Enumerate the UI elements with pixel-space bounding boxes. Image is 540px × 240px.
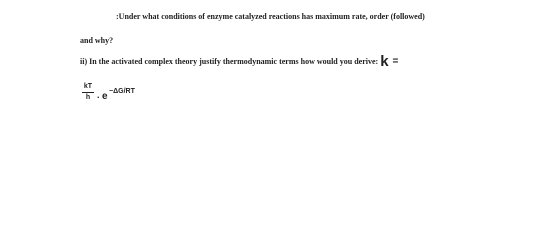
- fraction-numerator: kT: [82, 83, 94, 93]
- fraction: [82, 83, 94, 102]
- equals-sign: =: [392, 56, 399, 67]
- multiplication-dot: .: [97, 90, 100, 100]
- fraction-denominator: h: [85, 94, 91, 101]
- rate-constant-symbol: k: [380, 53, 389, 70]
- question-part1-line2: and why?: [80, 36, 114, 45]
- exponent: −ΔG/RT: [109, 88, 135, 95]
- question-part1-line1: :Under what conditions of enzyme catalyzed reactions has maximum rate, order (followed): [116, 12, 425, 21]
- question-part2: [80, 53, 398, 70]
- question-part2-text: ii) In the activated complex theory justify thermodynamic terms how would you derive:: [80, 57, 379, 66]
- exponential-base: e: [102, 91, 108, 102]
